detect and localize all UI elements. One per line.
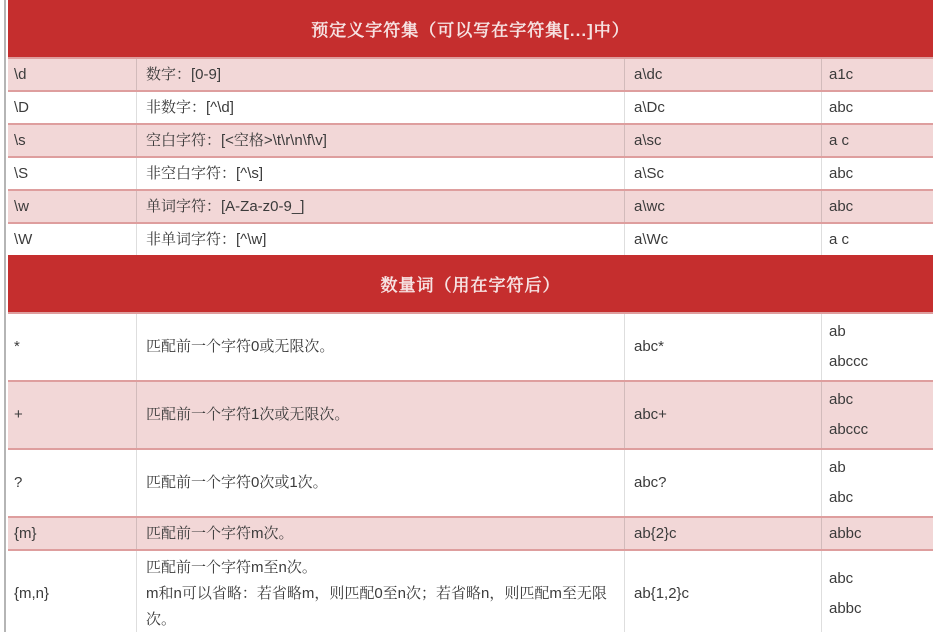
- pattern-cell: \D: [8, 92, 137, 123]
- example-cell: ab{1,2}c: [625, 551, 822, 632]
- pattern-cell: *: [8, 314, 137, 380]
- pattern-cell: \S: [8, 158, 137, 189]
- description-cell: [137, 314, 625, 380]
- match-cell: [822, 92, 933, 123]
- description-cell: [137, 191, 625, 222]
- example-cell: a\Wc: [625, 224, 822, 255]
- description-line: 匹配前一个字符0或无限次。: [146, 338, 335, 355]
- description-line: 非单词字符：[^\w]: [146, 230, 267, 248]
- example-cell: a\Sc: [625, 158, 822, 189]
- match-line: ab: [829, 459, 846, 476]
- description-cell: [137, 518, 625, 549]
- example-cell: a\dc: [625, 59, 822, 90]
- example-cell: a\Dc: [625, 92, 822, 123]
- description-line: 非数字：[^\d]: [146, 98, 234, 116]
- table-row: [8, 57, 933, 90]
- match-line: a c: [829, 230, 850, 248]
- match-line: abbc: [829, 599, 862, 617]
- description-cell: [137, 551, 625, 632]
- pattern-cell: ?: [8, 450, 137, 516]
- description-line: 数字：[0-9]: [146, 65, 222, 83]
- example-cell: abc?: [625, 450, 822, 516]
- description-cell: [137, 92, 625, 123]
- description-cell: [137, 125, 625, 156]
- pattern-cell: {m}: [8, 518, 137, 549]
- regex-table: [8, 0, 933, 632]
- match-line: ab: [829, 323, 846, 340]
- description-cell: [137, 224, 625, 255]
- match-line: abbc: [829, 524, 862, 542]
- pattern-cell: \w: [8, 191, 137, 222]
- match-line: abc: [829, 391, 854, 408]
- table-row: [8, 222, 933, 255]
- table-row: [8, 189, 933, 222]
- example-cell: a\wc: [625, 191, 822, 222]
- match-cell: [822, 518, 933, 549]
- table-row: [8, 312, 933, 380]
- match-cell: [822, 551, 933, 632]
- description-line: 匹配前一个字符1次或无限次。: [146, 406, 350, 423]
- pattern-cell: \d: [8, 59, 137, 90]
- table-row: [8, 516, 933, 549]
- match-cell: [822, 158, 933, 189]
- table-row: [8, 156, 933, 189]
- match-cell: [822, 224, 933, 255]
- match-line: abccc: [829, 353, 869, 370]
- match-line: a c: [829, 131, 850, 149]
- match-cell: [822, 382, 933, 448]
- match-line: abc: [829, 98, 854, 116]
- description-cell: [137, 59, 625, 90]
- match-cell: [822, 314, 933, 380]
- description-line: 空白字符：[<空格>\t\r\n\f\v]: [146, 131, 327, 149]
- match-line: abc: [829, 197, 854, 215]
- description-line: m和n可以省略：若省略m，则匹配0至n次；若省略n，则匹配m至无限次。: [146, 584, 607, 628]
- pattern-cell: {m,n}: [8, 551, 137, 632]
- match-line: a1c: [829, 65, 854, 83]
- description-cell: [137, 382, 625, 448]
- left-border-line: [4, 0, 6, 632]
- table-row: [8, 549, 933, 632]
- example-cell: ab{2}c: [625, 518, 822, 549]
- description-line: 单词字符：[A-Za-z0-9_]: [146, 197, 305, 215]
- description-line: 匹配前一个字符m至n次。: [146, 558, 317, 576]
- pattern-cell: +: [8, 382, 137, 448]
- match-line: abccc: [829, 421, 869, 438]
- description-line: 非空白字符：[^\s]: [146, 164, 264, 182]
- pattern-cell: \s: [8, 125, 137, 156]
- table-row: [8, 90, 933, 123]
- match-line: abc: [829, 489, 854, 506]
- table-row: [8, 380, 933, 448]
- description-cell: [137, 450, 625, 516]
- section-header: 预定义字符集（可以写在字符集[...]中）: [8, 0, 933, 57]
- pattern-cell: \W: [8, 224, 137, 255]
- match-line: abc: [829, 569, 854, 587]
- example-cell: a\sc: [625, 125, 822, 156]
- match-line: abc: [829, 164, 854, 182]
- match-cell: [822, 450, 933, 516]
- example-cell: abc+: [625, 382, 822, 448]
- match-cell: [822, 191, 933, 222]
- description-line: 匹配前一个字符m次。: [146, 524, 294, 542]
- description-line: 匹配前一个字符0次或1次。: [146, 474, 328, 491]
- description-cell: [137, 158, 625, 189]
- section-header: 数量词（用在字符后）: [8, 255, 933, 312]
- match-cell: [822, 125, 933, 156]
- table-row: [8, 448, 933, 516]
- match-cell: [822, 59, 933, 90]
- table-row: [8, 123, 933, 156]
- example-cell: abc*: [625, 314, 822, 380]
